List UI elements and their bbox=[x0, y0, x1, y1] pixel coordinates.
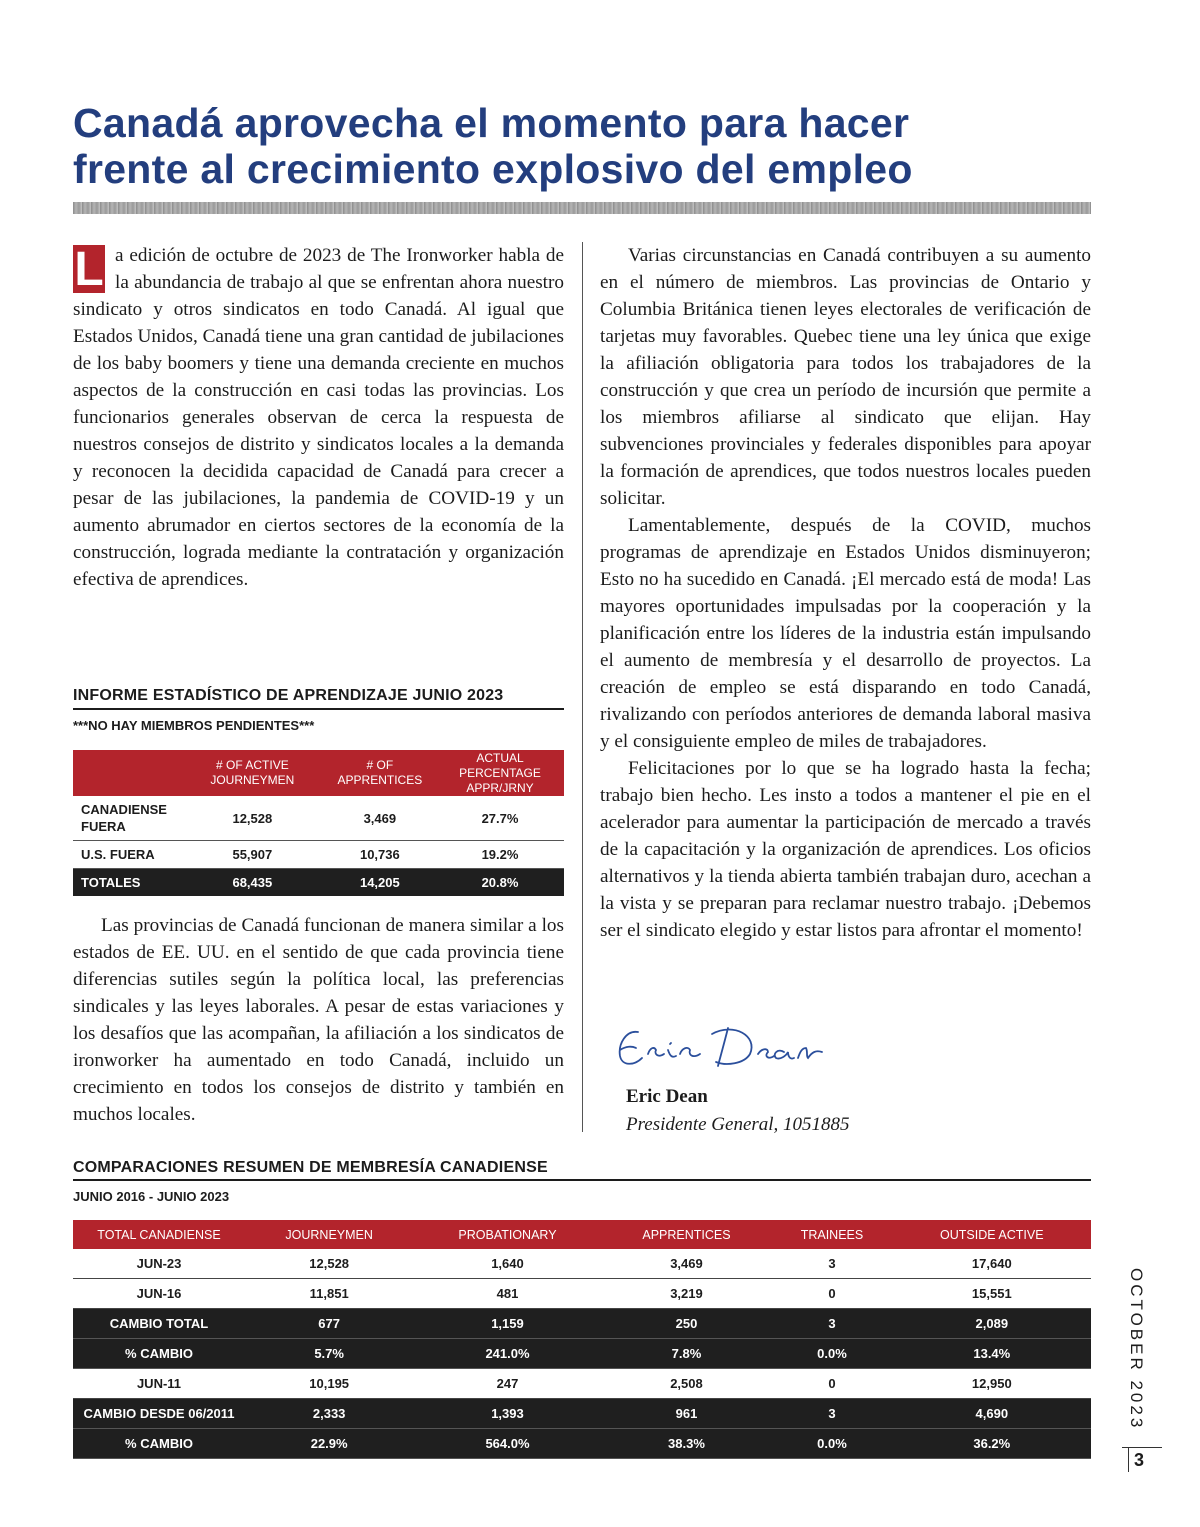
table-header-cell: PROBATIONARY bbox=[413, 1220, 601, 1249]
row-label: % CAMBIO bbox=[73, 1339, 245, 1369]
table-cell: 17,640 bbox=[893, 1249, 1091, 1279]
row-label: TOTALES bbox=[73, 869, 181, 897]
table-cell: 3,469 bbox=[602, 1249, 772, 1279]
table-cell: 19.2% bbox=[436, 841, 564, 869]
table-cell: 10,736 bbox=[324, 841, 436, 869]
table-cell: 3,219 bbox=[602, 1279, 772, 1309]
paragraph-3: Varias circunstancias en Canadá contribuyen a su aumento en el número de miembros. Las provincias de Ontario y Columbia Británica tienen leyes electorales de verificación de tarjetas muy favorables. Quebec tiene una ley única que exige la afiliación obligatoria para todos los trabajadores de la construcción y que crea un período de incursión que permite a los miembros afiliarse al sindicato que elijan. Hay subvenciones provinciales y federales disponibles para apoyar la formación de aprendices, que todos nuestros locales pueden solicitar. bbox=[600, 245, 1091, 509]
table-row bbox=[73, 1279, 1091, 1309]
table-row bbox=[73, 1429, 1091, 1459]
handwritten-signature bbox=[608, 1014, 848, 1084]
table-cell: 0 bbox=[771, 1369, 892, 1399]
row-label: CAMBIO DESDE 06/2011 bbox=[73, 1399, 245, 1429]
table-cell: 0.0% bbox=[771, 1339, 892, 1369]
table-header-row bbox=[73, 750, 564, 796]
table-cell: 12,528 bbox=[245, 1249, 413, 1279]
table-cell: 15,551 bbox=[893, 1279, 1091, 1309]
drop-cap: L bbox=[74, 243, 104, 296]
table-cell: 2,089 bbox=[893, 1309, 1091, 1339]
page-number: 3 bbox=[1134, 1450, 1145, 1470]
row-label: CANADIENSE FUERA bbox=[73, 796, 181, 841]
table-row bbox=[73, 841, 564, 869]
table-header-cell: OUTSIDE ACTIVE bbox=[893, 1220, 1091, 1249]
table-header-cell bbox=[73, 750, 181, 796]
column-divider bbox=[582, 242, 583, 1132]
table-row bbox=[73, 1369, 1091, 1399]
paragraph-2: Las provincias de Canadá funcionan de manera similar a los estados de EE. UU. en el sentido de que cada provincia tiene diferencias sutiles según la política local, las preferencias sindicales y las leyes laborales. A pesar de estas variaciones y los desafíos que las acompañan, la afiliación a los sindicatos de ironworker ha aumentado en todo Canadá, incluido un crecimiento en todos los consejos de distrito y también en muchos locales. bbox=[73, 915, 564, 1125]
apprenticeship-table bbox=[73, 750, 564, 896]
table-cell: 4,690 bbox=[893, 1399, 1091, 1429]
footer-vertical-rule bbox=[1128, 1447, 1129, 1472]
table-cell: 677 bbox=[245, 1309, 413, 1339]
no-pending-members-note: ***NO HAY MIEMBROS PENDIENTES*** bbox=[73, 718, 315, 733]
table-cell: 11,851 bbox=[245, 1279, 413, 1309]
table-cell: 13.4% bbox=[893, 1339, 1091, 1369]
table-cell: 10,195 bbox=[245, 1369, 413, 1399]
article-title bbox=[73, 100, 1093, 192]
table-cell: 481 bbox=[413, 1279, 601, 1309]
membership-summary-heading: COMPARACIONES RESUMEN DE MEMBRESÍA CANADIENSE bbox=[73, 1159, 548, 1176]
table-cell: 55,907 bbox=[181, 841, 324, 869]
table-cell: 12,528 bbox=[181, 796, 324, 841]
table-cell: 1,159 bbox=[413, 1309, 601, 1339]
membership-summary-table bbox=[73, 1220, 1091, 1459]
table-row bbox=[73, 796, 564, 841]
table-cell: 247 bbox=[413, 1369, 601, 1399]
table-cell: 12,950 bbox=[893, 1369, 1091, 1399]
table-header-cell: APPRENTICES bbox=[602, 1220, 772, 1249]
table-cell: 2,508 bbox=[602, 1369, 772, 1399]
table-cell: 27.7% bbox=[436, 796, 564, 841]
row-label: CAMBIO TOTAL bbox=[73, 1309, 245, 1339]
table-cell: 3 bbox=[771, 1249, 892, 1279]
table-header-cell: TOTAL CANADIENSE bbox=[73, 1220, 245, 1249]
paragraph-1 bbox=[73, 242, 564, 593]
table-cell: 38.3% bbox=[602, 1429, 772, 1459]
title-line-2: frente al crecimiento explosivo del empleo bbox=[73, 146, 913, 192]
table-cell: 5.7% bbox=[245, 1339, 413, 1369]
table-cell: 0 bbox=[771, 1279, 892, 1309]
table-row bbox=[73, 1339, 1091, 1369]
left-column bbox=[73, 242, 564, 593]
table-cell: 20.8% bbox=[436, 869, 564, 897]
table-cell: 241.0% bbox=[413, 1339, 601, 1369]
table-cell: 3 bbox=[771, 1399, 892, 1429]
table-cell: 22.9% bbox=[245, 1429, 413, 1459]
right-column bbox=[600, 242, 1091, 944]
table-cell: 36.2% bbox=[893, 1429, 1091, 1459]
table-cell: 14,205 bbox=[324, 869, 436, 897]
heading-rule bbox=[73, 1179, 1091, 1181]
table-header-row bbox=[73, 1220, 1091, 1249]
table-cell: 3 bbox=[771, 1309, 892, 1339]
table-cell: 1,640 bbox=[413, 1249, 601, 1279]
paragraph-5: Felicitaciones por lo que se ha logrado hasta la fecha; trabajo bien hecho. Les insto a todos a mantener el pie en el acelerador para aumentar la participación de mercado a través de la capacitación y la organización de aprendices. Los oficios alternativos y la tienda abierta también trabajan duro, acechan a la vista y se preparan para reclamar nuestro trabajo. ¡Debemos ser el sindicato elegido y estar listos para afrontar el momento! bbox=[600, 758, 1091, 941]
heading-rule bbox=[73, 708, 564, 710]
paragraph-1-text: a edición de octubre de 2023 de The Ironworker habla de la abundancia de trabajo al que se enfrentan ahora nuestro sindicato y otros sindicatos en todo Canadá. Al igual que Estados Unidos, Canadá tiene una gran cantidad de jubilaciones de los baby boomers y tiene una demanda creciente en muchos aspectos de la construcción en casi todas las provincias. Los funcionarios generales observan de cerca la respuesta de nuestros consejos de distrito y sindicatos locales a la demanda y reconocen la decidida capacidad de Canadá para crecer a pesar de las jubilaciones, la pandemia de COVID-19 y un aumento abrumador en ciertos sectores de la economía de la construcción, lograda mediante la contratación y organización efectiva de aprendices. bbox=[73, 245, 564, 590]
paragraph-4: Lamentablemente, después de la COVID, muchos programas de aprendizaje en Estados Unidos disminuyeron; Esto no ha sucedido en Canadá. ¡El mercado está de moda! Las mayores oportunidades impulsadas por la cooperación y la planificación entre los líderes de la industria están impulsando el aumento de membresía y el desarrollo de proyectos. La creación de empleo se está disparando en todo Canadá, rivalizando con períodos anteriores de demanda laboral masiva y el consiguiente empleo de miles de trabajadores. bbox=[600, 515, 1091, 752]
row-label: JUN-16 bbox=[73, 1279, 245, 1309]
title-divider bbox=[73, 202, 1091, 214]
table-header-cell: # OF ACTIVE JOURNEYMEN bbox=[181, 750, 324, 796]
table-cell: 68,435 bbox=[181, 869, 324, 897]
row-label: % CAMBIO bbox=[73, 1429, 245, 1459]
table-cell: 7.8% bbox=[602, 1339, 772, 1369]
table-cell: 564.0% bbox=[413, 1429, 601, 1459]
table-cell: 2,333 bbox=[245, 1399, 413, 1429]
apprenticeship-report-heading: INFORME ESTADÍSTICO DE APRENDIZAJE JUNIO 2023 bbox=[73, 687, 504, 704]
table-row bbox=[73, 1399, 1091, 1429]
table-cell: 0.0% bbox=[771, 1429, 892, 1459]
signer-title: Presidente General, 1051885 bbox=[626, 1114, 850, 1135]
table-row-total bbox=[73, 869, 564, 897]
title-line-1: Canadá aprovecha el momento para hacer bbox=[73, 100, 910, 146]
table-cell: 1,393 bbox=[413, 1399, 601, 1429]
date-range-note: JUNIO 2016 - JUNIO 2023 bbox=[73, 1189, 230, 1204]
left-column-lower bbox=[73, 912, 564, 1128]
table-row bbox=[73, 1309, 1091, 1339]
row-label: U.S. FUERA bbox=[73, 841, 181, 869]
table-header-cell: ACTUAL PERCENTAGE APPR/JRNY bbox=[436, 750, 564, 796]
table-cell: 961 bbox=[602, 1399, 772, 1429]
table-header-cell: TRAINEES bbox=[771, 1220, 892, 1249]
signer-name: Eric Dean bbox=[626, 1086, 708, 1107]
issue-date-vertical: OCTOBER 2023 bbox=[1127, 1268, 1146, 1431]
table-row bbox=[73, 1249, 1091, 1279]
row-label: JUN-23 bbox=[73, 1249, 245, 1279]
table-header-cell: JOURNEYMEN bbox=[245, 1220, 413, 1249]
table-cell: 3,469 bbox=[324, 796, 436, 841]
row-label: JUN-11 bbox=[73, 1369, 245, 1399]
table-header-cell: # OF APPRENTICES bbox=[324, 750, 436, 796]
table-cell: 250 bbox=[602, 1309, 772, 1339]
